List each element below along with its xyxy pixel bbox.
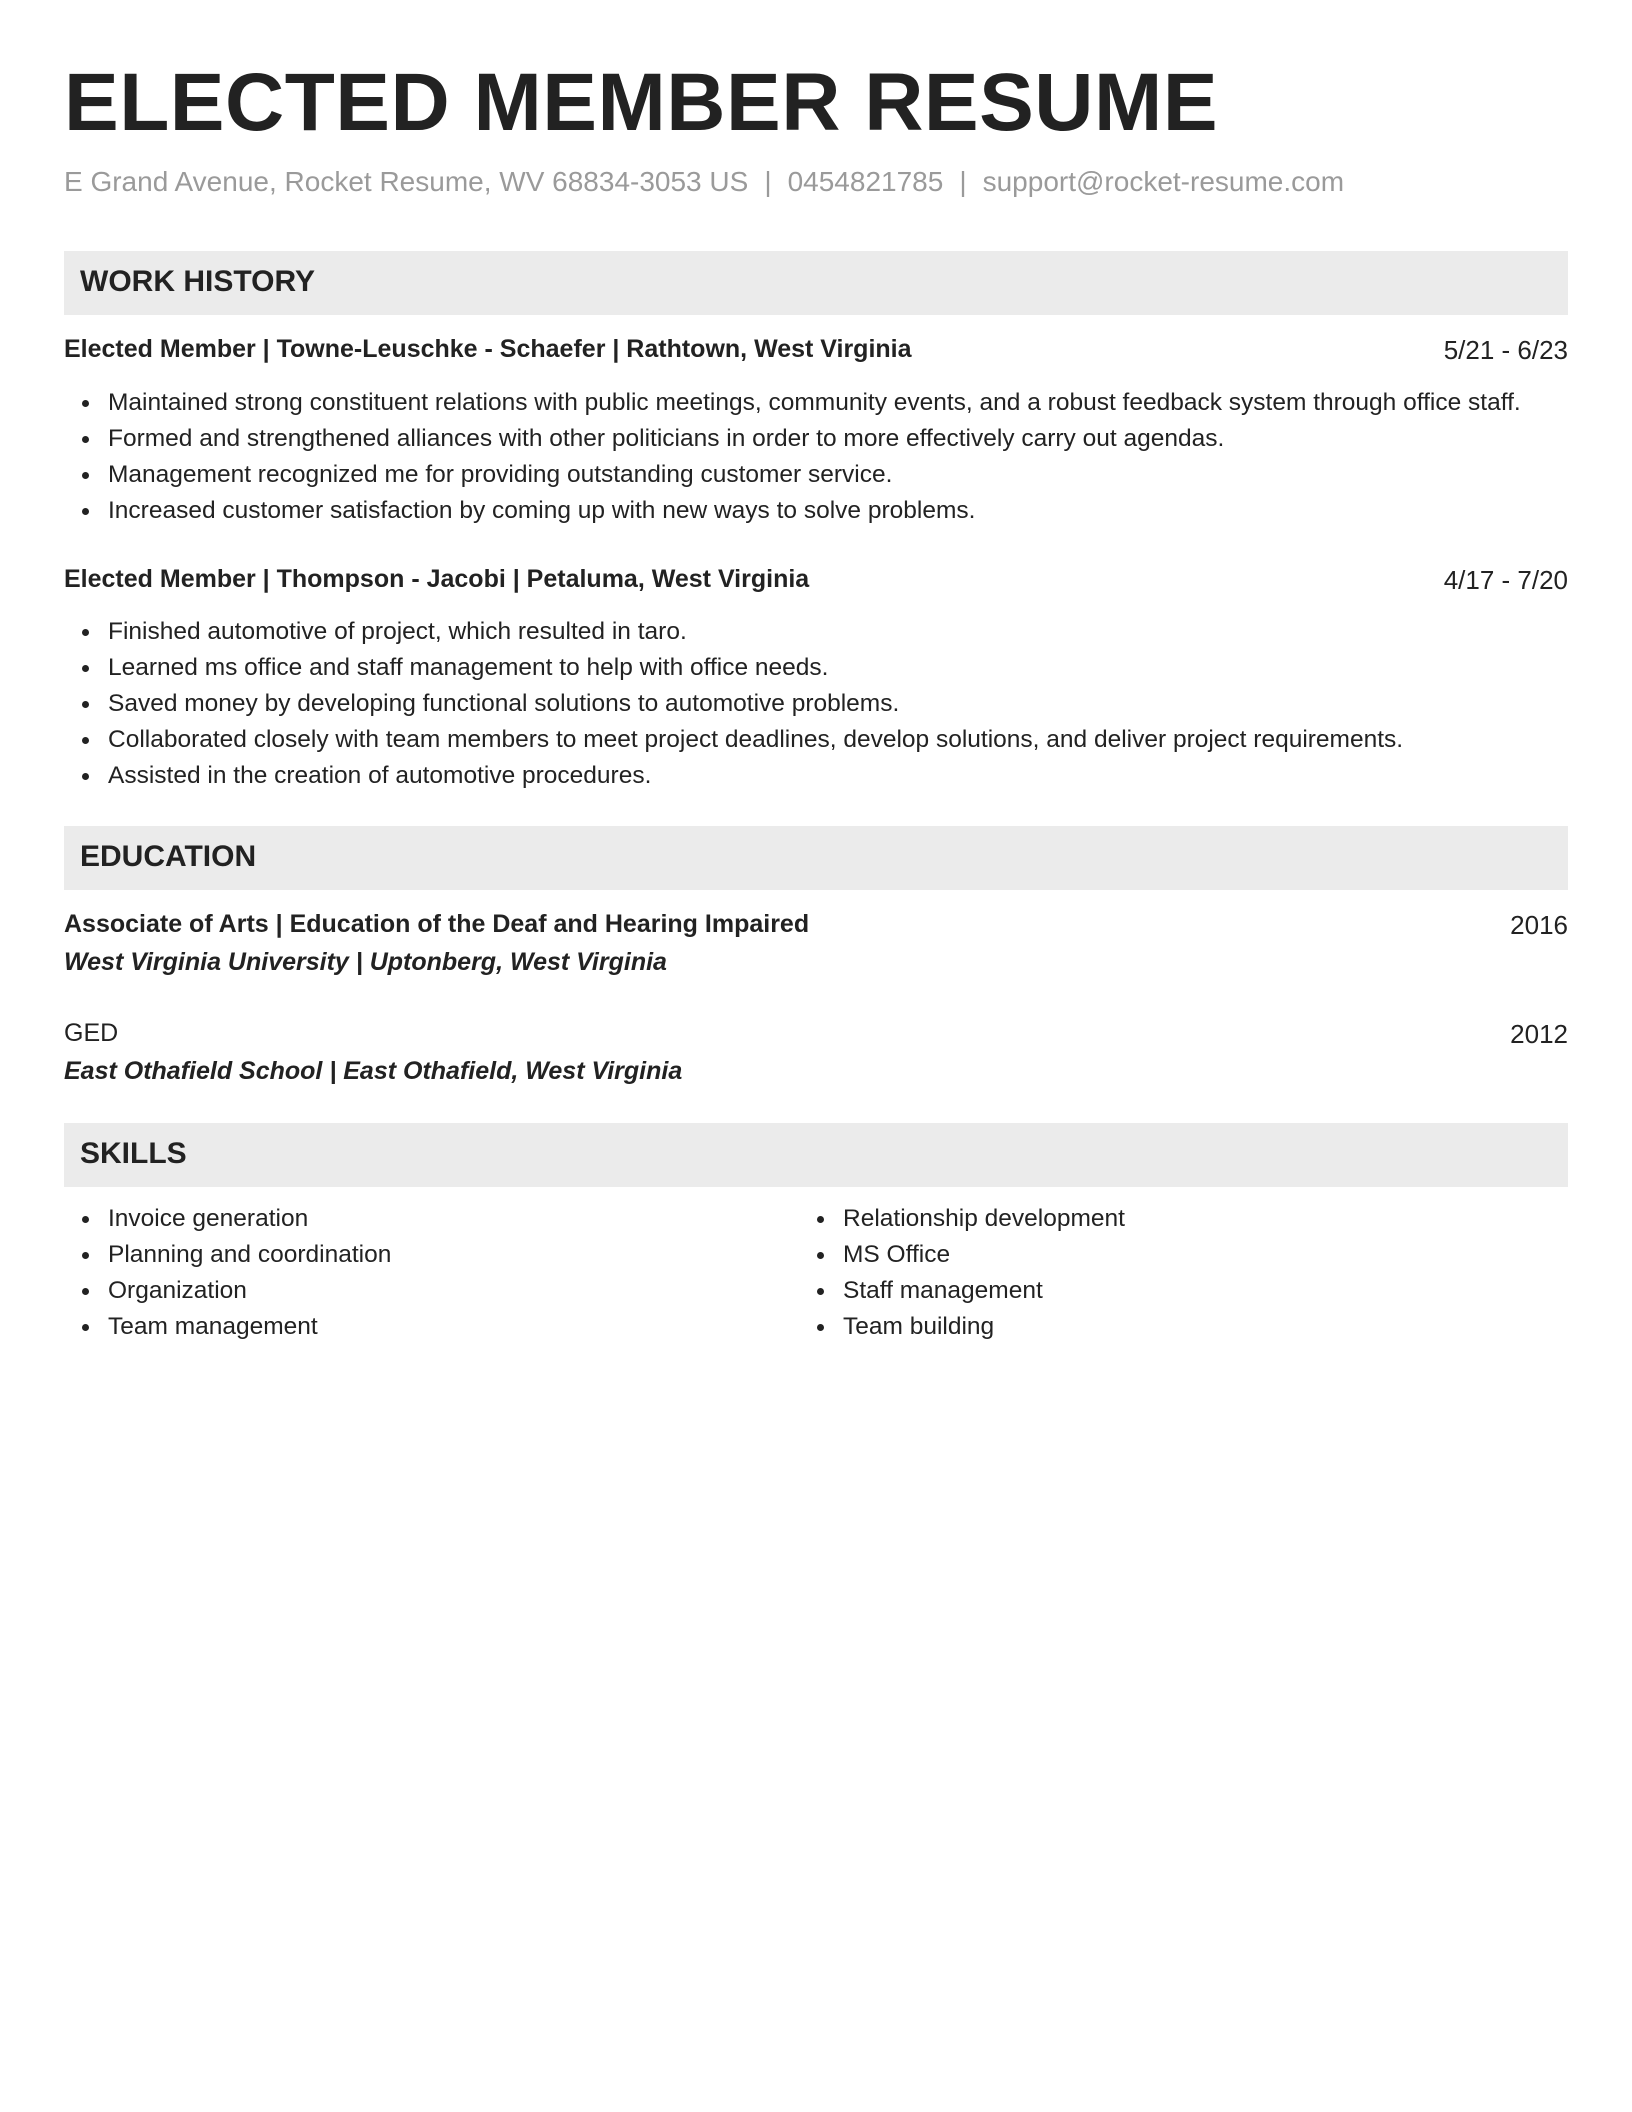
skill-item: Relationship development [799, 1201, 1125, 1237]
list-item: Assisted in the creation of automotive procedures. [64, 758, 1403, 794]
school-name: East Othafield School | East Othafield, West Virginia [64, 1057, 683, 1085]
job-title: Elected Member | Towne-Leuschke - Schaefer | Rathtown, West Virginia [64, 335, 912, 363]
contact-email: support@rocket-resume.com [982, 166, 1345, 197]
skill-item: MS Office [799, 1237, 1125, 1273]
list-item: Finished automotive of project, which resulted in taro. [64, 614, 1403, 650]
degree-title: GED [64, 1019, 119, 1047]
list-item: Collaborated closely with team members to meet project deadlines, develop solutions, and deliver project requirements. [64, 722, 1403, 758]
contact-separator: | [764, 166, 772, 197]
skill-item: Planning and coordination [64, 1237, 391, 1273]
degree-year: 2016 [1510, 910, 1568, 940]
section-header-work-history [64, 251, 1568, 315]
skill-item: Team building [799, 1309, 1125, 1345]
section-title: EDUCATION [80, 840, 257, 873]
degree-year: 2012 [1510, 1019, 1568, 1049]
list-item: Increased customer satisfaction by coming up with new ways to solve problems. [64, 493, 1521, 529]
job-title: Elected Member | Thompson - Jacobi | Petaluma, West Virginia [64, 565, 810, 593]
resume-title: ELECTED MEMBER RESUME [64, 57, 1219, 148]
list-item: Saved money by developing functional solutions to automotive problems. [64, 686, 1403, 722]
skills-list-right [799, 1201, 1125, 1345]
degree-title: Associate of Arts | Education of the Deaf and Hearing Impaired [64, 910, 810, 938]
section-header-education [64, 826, 1568, 890]
section-title: WORK HISTORY [80, 265, 316, 298]
section-title: SKILLS [80, 1137, 187, 1170]
skill-item: Team management [64, 1309, 391, 1345]
section-header-skills [64, 1123, 1568, 1187]
skill-item: Organization [64, 1273, 391, 1309]
contact-address: E Grand Avenue, Rocket Resume, WV 68834-3053 US [64, 166, 749, 197]
school-name: West Virginia University | Uptonberg, West Virginia [64, 948, 667, 976]
job-dates: 4/17 - 7/20 [1443, 565, 1568, 595]
contact-phone: 0454821785 [787, 166, 944, 197]
job-bullets [64, 385, 1521, 529]
skill-item: Staff management [799, 1273, 1125, 1309]
list-item: Learned ms office and staff management to help with office needs. [64, 650, 1403, 686]
list-item: Formed and strengthened alliances with other politicians in order to more effectively carry out agendas. [64, 421, 1521, 457]
contact-separator: | [959, 166, 967, 197]
job-bullets [64, 614, 1403, 794]
list-item: Maintained strong constituent relations with public meetings, community events, and a robust feedback system through office staff. [64, 385, 1521, 421]
contact-line [64, 168, 1344, 196]
list-item: Management recognized me for providing outstanding customer service. [64, 457, 1521, 493]
job-dates: 5/21 - 6/23 [1443, 335, 1568, 365]
skill-item: Invoice generation [64, 1201, 391, 1237]
skills-list-left [64, 1201, 391, 1345]
